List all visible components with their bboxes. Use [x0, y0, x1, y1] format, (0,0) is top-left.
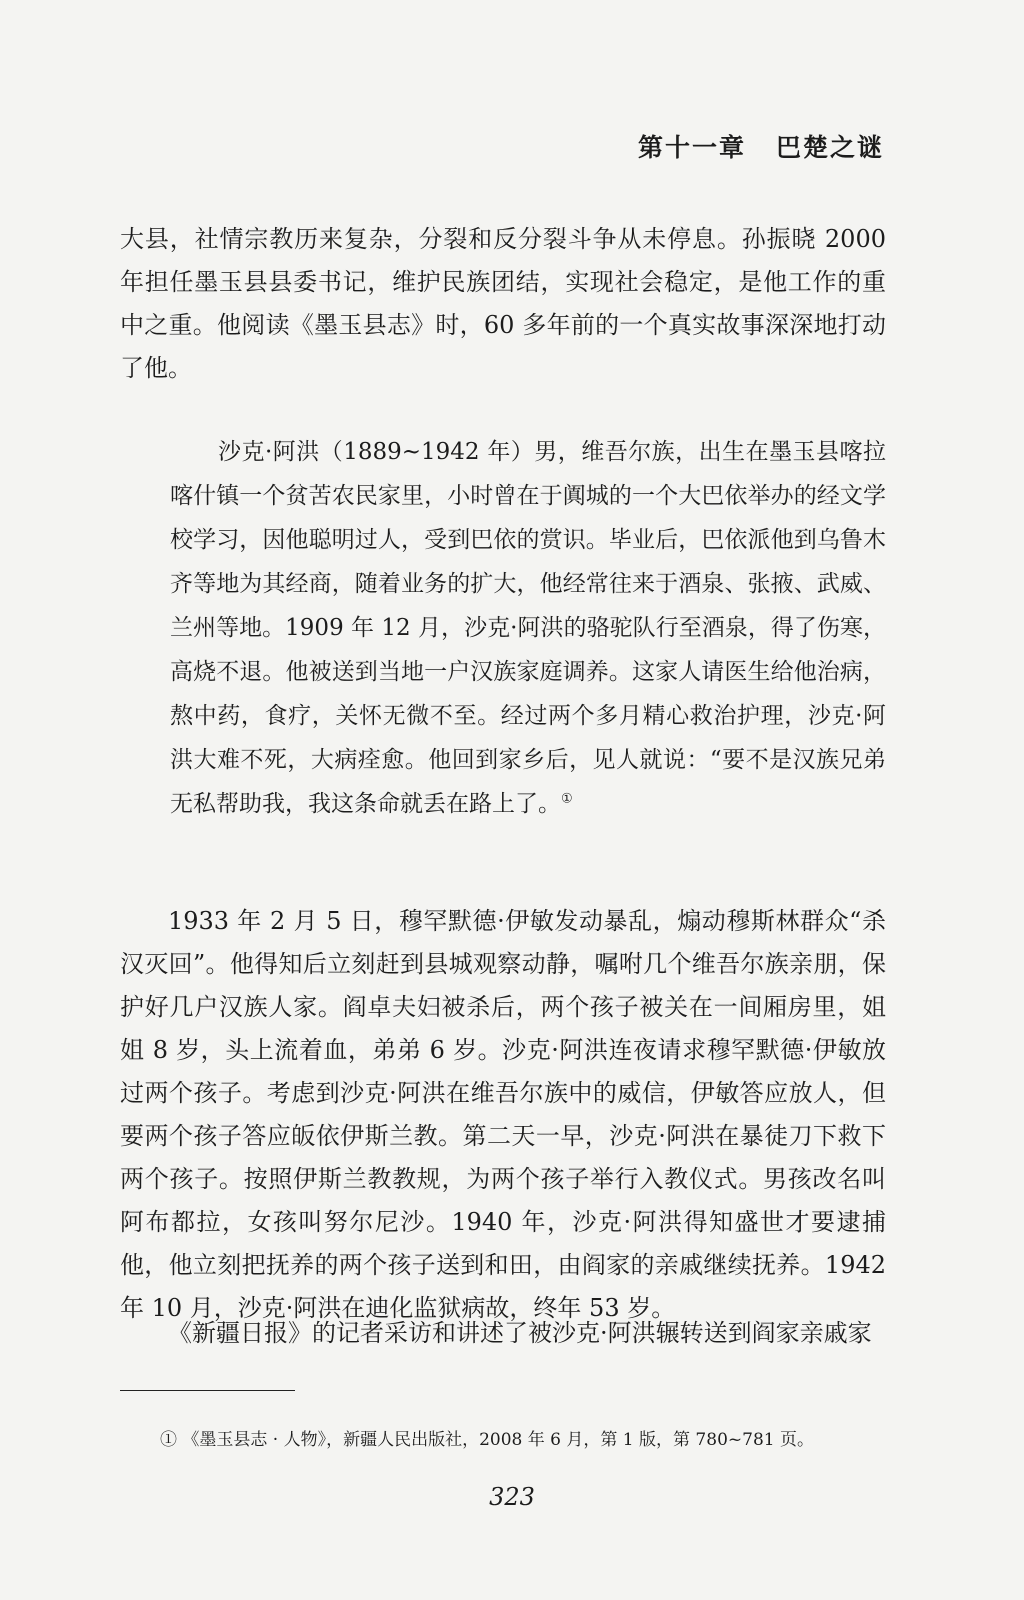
block-quote	[170, 430, 886, 826]
footnote: ① 《墨玉县志 · 人物》，新疆人民出版社，2008 年 6 月，第 1 版，第 780~781 页。	[160, 1430, 814, 1450]
page-number: 323	[489, 1483, 535, 1511]
quote-text: 沙克·阿洪（1889~1942 年）男，维吾尔族，出生在墨玉县喀拉喀什镇一个贫苦农民家里，小时曾在于阗城的一个大巴依举办的经文学校学习，因他聪明过人，受到巴依的赏识。毕业后，巴依派他到乌鲁木齐等地为其经商，随着业务的扩大，他经常往来于酒泉、张掖、武威、兰州等地。1909 年 12 月，沙克·阿洪的骆驼队行至酒泉，得了伤寒，高烧不退。他被送到当地一户汉族家庭调养。这家人请医生给他治病，熬中药，食疗，关怀无微不至。经过两个多月精心救治护理，沙克·阿洪大难不死，大病痊愈。他回到家乡后，见人就说：“要不是汉族兄弟无私帮助我，我这条命就丢在路上了。	[170, 439, 886, 817]
body-paragraph-3: 《新疆日报》的记者采访和讲述了被沙克·阿洪辗转送到阎家亲戚家	[168, 1319, 872, 1347]
footnote-marker[interactable]: ①	[561, 791, 573, 807]
chapter-title: 巴楚之谜	[775, 133, 884, 162]
footnote-divider	[120, 1390, 295, 1391]
running-header	[638, 128, 884, 164]
body-paragraph-2: 1933 年 2 月 5 日，穆罕默德·伊敏发动暴乱，煽动穆斯林群众“杀汉灭回”。他得知后立刻赶到县城观察动静，嘱咐几个维吾尔族亲朋，保护好几户汉族人家。阎卓夫妇被杀后，两个孩子被关在一间厢房里，姐姐 8 岁，头上流着血，弟弟 6 岁。沙克·阿洪连夜请求穆罕默德·伊敏放过两个孩子。考虑到沙克·阿洪在维吾尔族中的威信，伊敏答应放人，但要两个孩子答应皈依伊斯兰教。第二天一早，沙克·阿洪在暴徒刀下救下两个孩子。按照伊斯兰教教规，为两个孩子举行入教仪式。男孩改名叫阿布都拉，女孩叫努尔尼沙。1940 年，沙克·阿洪得知盛世才要逮捕他，他立刻把抚养的两个孩子送到和田，由阎家的亲戚继续抚养。1942 年 10 月，沙克·阿洪在迪化监狱病故，终年 53 岁。	[120, 907, 886, 1322]
chapter-number: 第十一章	[637, 133, 746, 162]
body-paragraph-1: 大县，社情宗教历来复杂，分裂和反分裂斗争从未停息。孙振晓 2000 年担任墨玉县县委书记，维护民族团结，实现社会稳定，是他工作的重中之重。他阅读《墨玉县志》时，60 多年前的一个真实故事深深地打动了他。	[120, 225, 886, 382]
